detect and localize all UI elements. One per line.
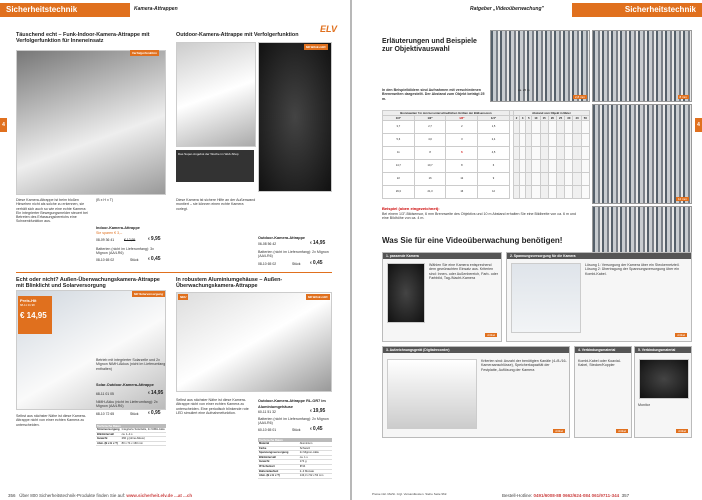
left-section-tab: 4 xyxy=(0,118,7,132)
step-1-art: Artikel xyxy=(487,333,495,337)
step-monitor xyxy=(634,346,692,438)
distance-cell xyxy=(548,186,556,199)
product1-name: Indoor-Kamera-Attrappe xyxy=(96,226,140,230)
product2-body: Diese Kamera ist sichere Hilfe an der Außenwand montiert – sie können einen echte Kamera vorlegt. xyxy=(176,198,256,211)
distance-header: 40 xyxy=(573,116,581,121)
spec-value: ca. 1 s xyxy=(299,455,332,460)
distance-cell xyxy=(573,134,581,147)
spec-label: Abm. (B x H x T) xyxy=(96,441,121,446)
hotline-at[interactable]: 0662/624-084 xyxy=(562,493,591,498)
step-camera xyxy=(382,252,502,342)
focal-length-cell: 22 xyxy=(383,173,415,186)
focal-length-cell: 5,6 xyxy=(383,134,415,147)
product2-article: 06-08 56 42 xyxy=(258,242,277,246)
product3-akku-article: 68-10 72 65 xyxy=(96,412,115,416)
distance-cell xyxy=(573,186,581,199)
distance-header: 50 xyxy=(581,116,589,121)
left-page xyxy=(0,0,350,500)
product3-price: € 14,95 xyxy=(148,390,164,396)
right-footer-hotline xyxy=(502,493,629,498)
distance-header: 3 xyxy=(520,116,526,121)
spec-label: Stromversorgung xyxy=(97,428,120,431)
product4-battery: Batterien (nicht im Lieferumfang): 2x Mignon (AA/LR6) xyxy=(258,417,329,426)
distance-header: 20 xyxy=(548,116,556,121)
left-footer xyxy=(8,493,192,498)
distance-cell xyxy=(565,134,573,147)
distance-cell xyxy=(540,173,548,186)
distance-cell xyxy=(548,147,556,160)
distance-cell xyxy=(573,160,581,173)
distance-header: 30 xyxy=(565,116,573,121)
distance-cell xyxy=(548,173,556,186)
product3-tag: Mit Solarversorgung xyxy=(134,292,164,296)
product4-spec-table xyxy=(258,438,332,479)
focal-length-cell: 29,3 xyxy=(383,186,415,199)
elv-logo: ELV xyxy=(320,24,338,34)
focal-length-cell: 3 xyxy=(446,134,478,147)
right-header-title: Sicherheitstechnik xyxy=(624,5,696,14)
p4-spec-row xyxy=(258,474,332,479)
focal-row xyxy=(383,173,590,186)
right-page xyxy=(352,0,702,500)
product4-tag: Mit Blink-LED xyxy=(308,295,328,299)
focal-length-cell: 8 xyxy=(446,160,478,173)
focal-length-cell: 6 xyxy=(478,160,510,173)
product1-image xyxy=(16,50,166,195)
focal-length-cell: 14,7 xyxy=(383,160,415,173)
distance-cell xyxy=(540,186,548,199)
focal-length-table xyxy=(382,110,590,199)
step-1-image xyxy=(387,263,425,323)
product4-new-tag: NEU xyxy=(180,295,187,299)
step-5-text: Monitor xyxy=(638,403,650,407)
distance-cell xyxy=(532,160,540,173)
spec-value: Aluminium xyxy=(299,442,332,446)
spec-label: Blinkintervall xyxy=(258,455,299,460)
step-4-art: Artikel xyxy=(618,429,626,433)
distance-header: 25 xyxy=(557,116,565,121)
focal-length-cell: 6 xyxy=(446,147,478,160)
product4-battery-article: 60-10 65 01 xyxy=(258,428,277,432)
distance-cell xyxy=(565,147,573,160)
spec-value: 174 g xyxy=(299,460,332,465)
distance-label: ca. 25 m xyxy=(518,88,530,92)
product1-battery-unit: Stück xyxy=(130,258,139,262)
step-2-text: Lösung 1: Versorgung der Kamera über ein Steckernetzteil. Lösung 2: Übertragung der Spannungsversorgung über ein Kombi-Kabel. xyxy=(585,263,680,276)
promo-label: Preis-Hit xyxy=(20,298,37,303)
product3-article: 68-11 01 05 xyxy=(96,392,114,396)
distance-cell xyxy=(532,121,540,134)
spec-label: Gewicht xyxy=(96,437,121,442)
focal-length-cell: 9 xyxy=(478,173,510,186)
focal-length-cell: 10,7 xyxy=(414,160,446,173)
step-5-art: Artikel xyxy=(678,429,686,433)
step-recorder xyxy=(382,346,570,438)
focal-row xyxy=(383,160,590,173)
distance-cell xyxy=(565,121,573,134)
table-left-head: Brennweiten f in mm bei unterschiedlichen Größen der Bildsensoren xyxy=(383,111,510,116)
distance-cell xyxy=(548,121,556,134)
focal-length-cell: 3,7 xyxy=(383,121,415,134)
product3-name: Solar-Outdoor-Kamera-Attrappe xyxy=(96,383,154,387)
distance-cell xyxy=(557,173,565,186)
right-header-subtitle: Ratgeber „Videoüberwachung" xyxy=(470,6,544,12)
distance-cell xyxy=(548,134,556,147)
lot-label-1: 2,8 mm xyxy=(574,95,585,99)
product2-photo xyxy=(258,42,332,192)
spec-label: Material xyxy=(258,442,299,446)
spec-label: Farbe xyxy=(258,446,299,451)
step-1-head: 1. passende Kamera xyxy=(383,253,501,259)
spec-label: Spannungsversorgung xyxy=(258,451,299,456)
focal-length-cell: 16 xyxy=(414,173,446,186)
distance-header: 5 xyxy=(526,116,532,121)
step-3-image xyxy=(387,359,477,429)
promo-article: 68-11 01 98 xyxy=(20,303,35,307)
step-4-head: 4. Verbindungsmaterial xyxy=(575,347,631,353)
sensor-size-header: 1/4" xyxy=(478,116,510,121)
product3-body: Selbst aus nächster Nähe ist diese Kamera-Attrappe nicht von einer echten Kamera zu unterscheiden. xyxy=(16,414,87,427)
focal-row xyxy=(383,121,590,134)
product1-battery: Batterien (nicht im Lieferumfang): 3x Mignon (AA/LR6) xyxy=(96,247,154,256)
product3-akku-unit: Stück xyxy=(130,412,139,416)
spec-label: IP-Schutzart xyxy=(258,464,299,469)
parking-lot-8mm xyxy=(592,30,692,102)
product4-spec-head: Technische Daten xyxy=(258,438,332,442)
product4-title: In robustem Aluminiumgehäuse – Außen-Überwachungskamera-Attrappe xyxy=(176,277,283,289)
spec-value: 260 g (ohne Akkus) xyxy=(121,437,166,442)
section-title: Erläuterungen und Beispiele zur Objektivauswahl xyxy=(382,38,477,53)
product3-akku-price: € 0,95 xyxy=(148,410,161,416)
example-title: Beispiel (oben eingezeichnet): xyxy=(382,206,440,211)
distance-cell xyxy=(581,134,589,147)
sensor-size-header: 1/3" xyxy=(446,116,478,121)
product2-tag: Mit Blink-LED xyxy=(306,45,326,49)
parking-lot-2.8mm xyxy=(490,30,590,102)
distance-cell xyxy=(557,160,565,173)
right-section-tab: 4 xyxy=(695,118,702,132)
focal-row xyxy=(383,134,590,147)
step-power xyxy=(506,252,692,342)
spec-label: Abm. (B x H x T) xyxy=(258,474,299,479)
sensor-size-header: 1/2" xyxy=(414,116,446,121)
product1-old-price: € 12,95 xyxy=(124,238,136,242)
distance-cell xyxy=(557,134,565,147)
step-4-text: Kombi-Kabel oder Koaxial-Kabel, Stecker/Koppler xyxy=(578,359,621,368)
step-1-text: Wählen Sie eine Kamera entsprechend dem gewünschten Einsatz aus. Kriterien sind: Innen- oder Außenbereich, Farb- oder Farbbild, Tag-/Nacht-Kamera xyxy=(429,263,498,280)
distance-cell xyxy=(532,186,540,199)
focal-length-cell: 4,5 xyxy=(478,147,510,160)
product4-name: Outdoor-Kamera-Attrappe RL-OR7 im Aluminiumgehäuse xyxy=(258,399,326,409)
spec-value: ca. 1–4 s xyxy=(121,432,166,437)
hotline-de[interactable]: 0491/6008-88 xyxy=(533,493,562,498)
product2-battery: Batterien (nicht im Lieferumfang): 2x Mignon (AA/LR6) xyxy=(258,250,329,259)
distance-cell xyxy=(532,147,540,160)
product2-battery-unit: Stück xyxy=(292,262,301,266)
distance-cell xyxy=(573,147,581,160)
distance-cell xyxy=(557,121,565,134)
right-page-number: 357 xyxy=(621,493,630,498)
product2-price: € 14,95 xyxy=(310,240,326,246)
step-3-text: Kriterien sind: Anzahl der benötigten Kanäle (4-/8-/16-Kameraanschlüsse), Speicherkapazität der Festplatte, Auflösung der Kamera xyxy=(481,359,567,372)
p3-spec-row xyxy=(96,428,166,432)
distance-cell xyxy=(573,121,581,134)
spec-label: Batterielaufzeit xyxy=(258,469,299,474)
distance-header: 10 xyxy=(532,116,540,121)
focal-row xyxy=(383,186,590,199)
distance-cell xyxy=(540,160,548,173)
distance-cell xyxy=(581,121,589,134)
distance-cell xyxy=(548,160,556,173)
right-footer-note: Preise inkl. MwSt. zzgl. Versandkosten. Siehe Seite 962. xyxy=(372,492,448,496)
distance-cell xyxy=(557,186,565,199)
distance-cell xyxy=(540,121,548,134)
product2-web-badge: Das Super-Angebot der Woche im Web-Shop xyxy=(176,150,254,182)
distance-cell xyxy=(581,147,589,160)
focal-length-cell: 4,0 xyxy=(414,134,446,147)
product3-title: Echt oder nicht? Außen-Überwachungskamera-Attrappe mit Blinklicht und Solarversorgung xyxy=(16,277,160,289)
focal-length-cell: 12 xyxy=(446,173,478,186)
spec-value: 143,3 x 52 x 53 mm xyxy=(299,474,332,479)
spec-value: Integrierte Solarzelle, 2x NiMH-Akku xyxy=(121,428,165,431)
product3-promo xyxy=(18,296,52,334)
focal-row xyxy=(383,147,590,160)
distance-cell xyxy=(581,160,589,173)
distance-cell xyxy=(581,186,589,199)
step-2-art: Artikel xyxy=(677,333,685,337)
parking-lot-12mm xyxy=(592,104,692,204)
distance-header: 2 xyxy=(513,116,519,121)
product2-battery-article: 08-10 65 02 xyxy=(258,262,277,266)
hotline-label: Bestell-Hotline: xyxy=(502,493,533,498)
product3-bullets: Betrieb mit integrierter Solarzelle und 2x Mignon NiMH-Akkus (nicht im Lieferumfang enthalten) xyxy=(96,358,166,371)
spec-value: IP44 xyxy=(299,464,332,469)
product3-spec-table xyxy=(96,424,166,446)
product2-battery-price: € 0,45 xyxy=(310,260,323,266)
product1-battery-price: € 0,45 xyxy=(148,256,161,262)
step-2-image xyxy=(511,263,581,333)
product1-tag: Verfolgerfunktion xyxy=(132,51,157,55)
step-5-head: 5. Verbindungsmaterial xyxy=(635,347,691,353)
product4-image xyxy=(176,292,332,392)
p3-spec-row xyxy=(96,441,166,446)
left-header-bar xyxy=(0,3,130,17)
product1-body: Diese Kamera-Attrappe ist beim bloßen Hinsehen nicht als solche zu erkennen, sie verhält sich auch so wie eine echte Kamera: Ein integrierter Bewegungsmelder steuert bei Betreten des Erfassungsbereichs eine Schwenkfunktion aus. xyxy=(16,198,88,224)
spec-value: 80 x 74 x 160 mm xyxy=(121,441,166,446)
focal-length-cell: 2,7 xyxy=(414,121,446,134)
product1-article: 08-09 36 41 xyxy=(96,238,115,242)
product1-discount: Sie sparen € 3,– xyxy=(96,231,123,235)
sensor-size-header: 1/3" xyxy=(383,116,415,121)
distance-cell xyxy=(565,186,573,199)
product4-battery-unit: Stück xyxy=(292,428,301,432)
right-header-bar xyxy=(572,3,702,17)
table-caption: In den Beispielbildern sind Aufnahmen mit verschiedenen Brennweiten dargestellt. Der Abstand zum Objekt beträgt 25 m. xyxy=(382,88,485,101)
product1-title: Täuschend echt – Funk-Indoor-Kamera-Attrappe mit Verfolgerfunktion für Inneneinsatz xyxy=(16,32,150,44)
product2-title: Outdoor-Kamera-Attrappe mit Verfolgerfunktion xyxy=(176,32,299,38)
distance-cell xyxy=(565,173,573,186)
left-header-subtitle: Kamera-Attrappen xyxy=(134,6,178,12)
promo-price: € 14,95 xyxy=(20,311,47,320)
distance-cell xyxy=(557,147,565,160)
product4-battery-price: € 0,45 xyxy=(310,426,323,432)
lot-label-3: 12 mm xyxy=(677,197,687,201)
focal-length-cell: 1,5 xyxy=(478,121,510,134)
spec-value: Schwarz xyxy=(299,446,332,451)
left-page-number: 356 xyxy=(8,493,16,498)
focal-length-cell: 12 xyxy=(478,186,510,199)
product2-image xyxy=(176,42,256,147)
step-3-head: 3. Aufzeichnungsgerät (Digitalrecorder) xyxy=(383,347,569,353)
distance-header: 15 xyxy=(540,116,548,121)
step-5-image xyxy=(639,359,689,399)
main-title: Was Sie für eine Videoüberwachung benötigen! xyxy=(382,236,563,245)
product4-price: € 19,95 xyxy=(310,408,326,414)
spec-label: Gewicht xyxy=(258,460,299,465)
lot-label-2: 8 mm xyxy=(679,95,687,99)
hotline-ch[interactable]: 061/9711-344 xyxy=(591,493,620,498)
product4-body: Selbst aus nächster Nähe ist diese Kamera-Attrappe nicht von einer echten Kamera zu unterscheiden. Eine periodisch blinkende rote LED simuliert eine Aufnahmefunktion. xyxy=(176,398,249,415)
distance-cell xyxy=(573,173,581,186)
focal-length-cell: 11 xyxy=(383,147,415,160)
spec-value: 2x Mignon-Akku xyxy=(299,451,332,456)
product1-battery-article: 08-10 65 02 xyxy=(96,258,115,262)
step-2-head: 2. Spannungsversorgung für die Kamera xyxy=(507,253,691,259)
product3-spec-head: Technische Daten xyxy=(96,424,166,428)
distance-cell xyxy=(565,160,573,173)
distance-cell xyxy=(540,134,548,147)
spec-value: 2–3 Monate xyxy=(299,469,332,474)
focal-length-cell: 16 xyxy=(446,186,478,199)
focal-length-cell: 2 xyxy=(446,121,478,134)
left-footer-url[interactable]: www.sicherheit.elv.de ...at ...ch xyxy=(126,493,193,498)
focal-length-cell: 2,4 xyxy=(478,134,510,147)
left-footer-text: Über 800 Sicherheitstechnik-Produkte finden Sie auf: xyxy=(19,493,126,498)
product1-dimensions: (B x H x T) xyxy=(96,198,114,202)
step-cables xyxy=(574,346,632,438)
spec-label: Blinkintervall xyxy=(96,432,121,437)
distance-cell xyxy=(532,134,540,147)
distance-cell xyxy=(532,173,540,186)
focal-length-cell: 21,3 xyxy=(414,186,446,199)
product1-price: € 9,95 xyxy=(148,236,161,242)
product4-article: 60-11 51 32 xyxy=(258,410,276,414)
table-right-head: Abstand vom Objekt in Meter xyxy=(513,111,589,116)
product3-akku: NiMH-Akku (nicht im Lieferumfang): 2x Mignon (AA/LR6) xyxy=(96,400,158,409)
left-divider xyxy=(16,272,332,273)
product2-name: Outdoor-Kamera-Attrappe xyxy=(258,236,306,240)
distance-cell xyxy=(540,147,548,160)
example-text: Bei einem 1/3"-Bildsensor, 6 mm Brennweite des Objektivs und 10 m Abstand erhalten Sie eine Bildbreite von ca. 6 m und eine Bildhöhe von ca. 4 m. xyxy=(382,212,577,221)
left-header-title: Sicherheitstechnik xyxy=(6,5,78,14)
focal-length-cell: 8 xyxy=(414,147,446,160)
step-3-art: Artikel xyxy=(555,429,563,433)
distance-cell xyxy=(581,173,589,186)
